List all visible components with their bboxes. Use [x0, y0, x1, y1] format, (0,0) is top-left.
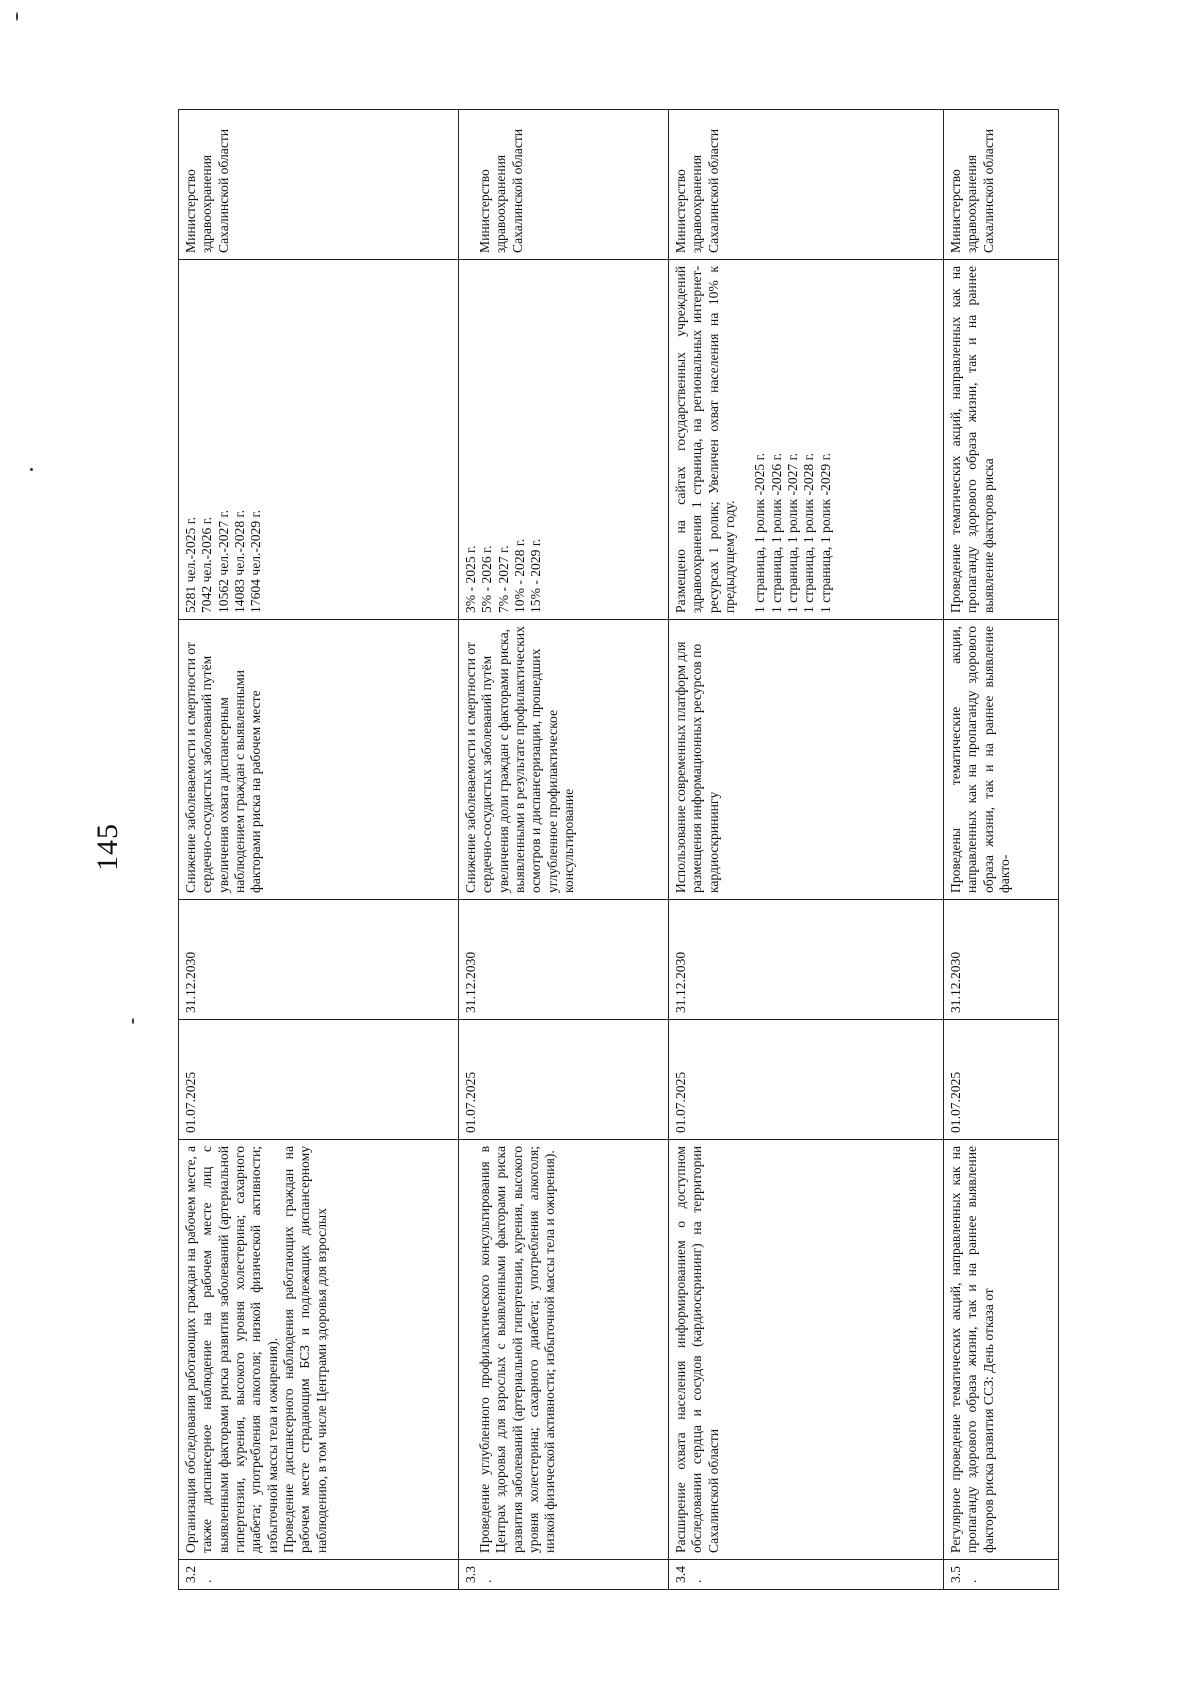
- indicator-line: 1 страница, 1 ролик -2025 г.: [752, 452, 768, 613]
- indicators-cell: [669, 260, 944, 620]
- start-date: 01.07.2025: [669, 1020, 944, 1140]
- action-cell: Расширение охвата населения информированием о доступном обследовании сердца и сосудов (кардиоскрининг) на территории Сахалинской области: [669, 1140, 944, 1560]
- page-number: 145: [91, 823, 124, 871]
- table-row: [459, 110, 669, 1590]
- responsible-cell: Министерство здравоохранения Сахалинской области: [669, 110, 944, 260]
- table-row: [944, 110, 1059, 1590]
- indicator-line: 17604 чел.-2029 г.: [248, 510, 264, 613]
- start-date: 01.07.2025: [459, 1020, 669, 1140]
- result-cell: Использование современных платформ для размещения информационных ресурсов по кардиоскринингу: [669, 620, 944, 900]
- rotated-table-container: [178, 110, 1058, 1590]
- indicator-line: 14083 чел.-2028 г.: [231, 510, 247, 613]
- action-extra-text: Проведение диспансерного наблюдения работающих граждан на рабочем месте страдающим БСЗ и подлежащих диспансерному наблюдению, в том числе Центрами здоровья для взрослых: [280, 1146, 329, 1553]
- indicator-line: 1 страница, 1 ролик -2026 г.: [768, 452, 784, 613]
- indicator-line: 1 страница, 1 ролик -2029 г.: [817, 452, 833, 613]
- indicator-line: 1 страница, 1 ролик -2028 г.: [801, 452, 817, 613]
- row-number: 3.2.: [179, 1560, 459, 1590]
- end-date: 31.12.2030: [459, 900, 669, 1020]
- indicator-text: Размещено на сайтах государственных учреждений здравоохранения 1 страница, на региональных интернет-ресурсах 1 ролик; Увеличен охват населения на 10% к предыдущему году.: [673, 266, 737, 613]
- action-cell: Регулярное проведение тематических акций, направленных как на пропаганду здорового образа жизни, так и на раннее выявление факторов риска развития ССЗ: День отказа от: [944, 1140, 1059, 1560]
- end-date: 31.12.2030: [944, 900, 1059, 1020]
- responsible-cell: Министерство здравоохранения Сахалинской области: [179, 110, 459, 260]
- responsible-text: Министерство здравоохранения Сахалинской области: [477, 128, 525, 253]
- result-cell: Снижение заболеваемости и смертности от сердечно-сосудистых заболеваний путём увеличения доли граждан с факторами риска, выявленными в результате профилактических осмотров и диспансеризации, прошедших углубленное профилактическое консультирование: [459, 620, 669, 900]
- table-row: [669, 110, 944, 1590]
- indicator-line: 5% - 2026 г.: [479, 545, 495, 613]
- scan-speck: [30, 468, 33, 471]
- indicators-cell: [179, 260, 459, 620]
- indicator-line: 15% - 2029 г.: [528, 538, 544, 613]
- result-cell: Снижение заболеваемости и смертности от сердечно-сосудистых заболеваний путём увеличения охвата диспансерным наблюдением граждан с выявленными факторами риска на рабочем месте: [179, 620, 459, 900]
- row-number: 3.4.: [669, 1560, 944, 1590]
- indicator-line: 1 страница, 1 ролик -2027 г.: [784, 452, 800, 613]
- scan-speck: [16, 12, 18, 21]
- action-text: Проведение углубленного профилактического консультирования в Центрах здоровья для взрослых с выявленными факторами риска развития заболеваний (артериальной гипертензии, курения, высокого уровня холестерина; сахарного диабета; употребления алкоголя; низкой физической активности; избыточной массы тела и ожирения).: [477, 1146, 558, 1553]
- responsible-cell: Министерство здравоохранения Сахалинской области: [944, 110, 1059, 260]
- indicator-line: 5281 чел.-2025 г.: [183, 516, 198, 613]
- row-number: 3.5.: [944, 1560, 1059, 1590]
- scan-speck: [132, 1018, 134, 1024]
- responsible-cell: [459, 110, 669, 260]
- end-date: 31.12.2030: [179, 900, 459, 1020]
- action-cell: [179, 1140, 459, 1560]
- indicator-line: 10% - 2028 г.: [511, 538, 527, 613]
- indicator-line: 10562 чел.-2027 г.: [215, 510, 231, 613]
- indicator-line: 3% - 2025 г.: [463, 545, 478, 613]
- result-cell: Проведены тематические акции, направленных как на пропаганду здорового образа жизни, так и на раннее выявление факто-: [944, 620, 1059, 900]
- indicators-cell: [459, 260, 669, 620]
- end-date: 31.12.2030: [669, 900, 944, 1020]
- row-number: 3.3.: [459, 1560, 669, 1590]
- action-cell: [459, 1140, 669, 1560]
- plan-table: [178, 109, 1059, 1590]
- indicators-cell: Проведение тематических акций, направленных как на пропаганду здорового образа жизни, так и на раннее выявление факторов риска: [944, 260, 1059, 620]
- start-date: 01.07.2025: [944, 1020, 1059, 1140]
- start-date: 01.07.2025: [179, 1020, 459, 1140]
- action-text: Организация обследования работающих граждан на рабочем месте, а также диспансерное наблюдение на рабочем месте лиц с выявленными факторами риска развития заболеваний (артериальной гипертензии, курения, высокого уровня холестерина; сахарного диабета; употребления алкоголя; низкой физической активности; избыточной массы тела и ожирения).: [183, 1146, 280, 1553]
- indicator-line: 7% - 2027 г.: [495, 545, 511, 613]
- table-row: [179, 110, 459, 1590]
- indicator-line: 7042 чел.-2026 г.: [199, 516, 215, 613]
